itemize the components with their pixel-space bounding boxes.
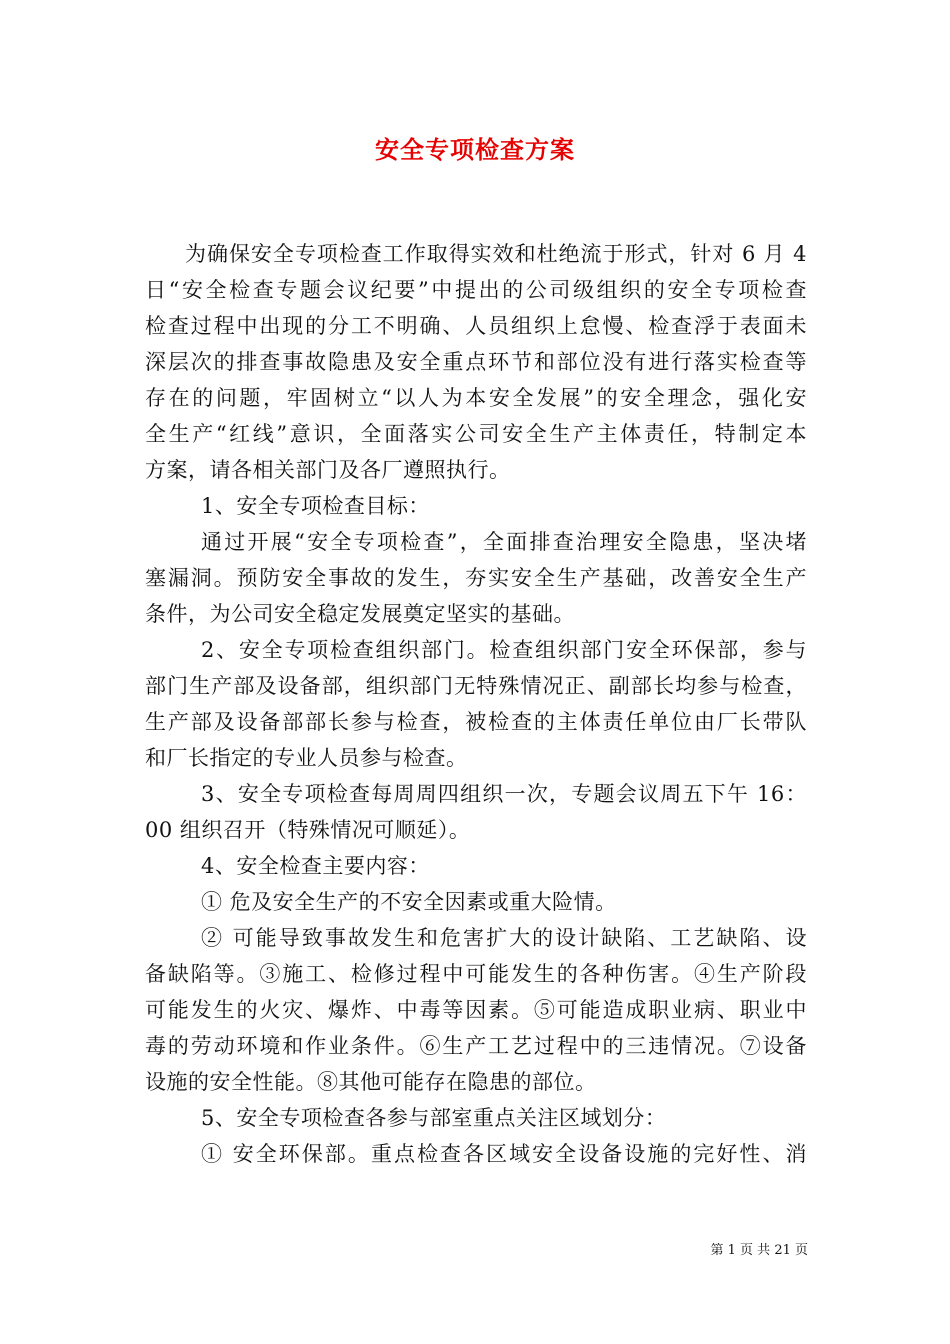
- body-line: 存在的问题，牢固树立“以人为本安全发展”的安全理念，强化安: [145, 386, 807, 410]
- body-line: 毒的劳动环境和作业条件。⑥生产工艺过程中的三违情况。⑦设备: [145, 1034, 807, 1058]
- body-line: 检查过程中出现的分工不明确、人员组织上怠慢、检查浮于表面未: [145, 314, 807, 338]
- document-title: 安全专项检查方案: [375, 135, 575, 164]
- body-line: 深层次的排查事故隐患及安全重点环节和部位没有进行落实检查等: [145, 350, 807, 374]
- body-line: 部门生产部及设备部，组织部门无特殊情况正、副部长均参与检查，: [145, 674, 807, 698]
- body-line: 日“安全检查专题会议纪要”中提出的公司级组织的安全专项检查: [145, 278, 807, 302]
- body-line: 00 组织召开（特殊情况可顺延）。: [145, 818, 471, 842]
- list-item: ① 安全环保部。重点检查各区域安全设备设施的完好性、消: [201, 1142, 807, 1166]
- body-line: 备缺陷等。③施工、检修过程中可能发生的各种伤害。④生产阶段: [145, 962, 807, 986]
- body-line: 全生产“红线”意识，全面落实公司安全生产主体责任，特制定本: [145, 422, 807, 446]
- body-line: 通过开展“安全专项检查”，全面排查治理安全隐患，坚决堵: [201, 530, 807, 554]
- section-heading: 4、安全检查主要内容：: [201, 854, 430, 878]
- body-line: 生产部及设备部部长参与检查，被检查的主体责任单位由厂长带队: [145, 710, 807, 734]
- section-heading: 3、安全专项检查每周周四组织一次，专题会议周五下午 16：: [201, 782, 807, 806]
- body-line: 条件，为公司安全稳定发展奠定坚实的基础。: [145, 602, 575, 626]
- section-heading: 1、安全专项检查目标：: [201, 494, 430, 518]
- body-line: 方案，请各相关部门及各厂遵照执行。: [145, 458, 511, 482]
- body-line: 和厂长指定的专业人员参与检查。: [145, 746, 468, 770]
- page-number: 第 1 页 共 21 页: [710, 1243, 808, 1258]
- list-item: ① 危及安全生产的不安全因素或重大险情。: [201, 890, 617, 914]
- body-line: 为确保安全专项检查工作取得实效和杜绝流于形式，针对 6 月 4: [185, 242, 807, 266]
- body-line: 设施的安全性能。⑧其他可能存在隐患的部位。: [145, 1070, 597, 1094]
- section-heading: 2、安全专项检查组织部门。检查组织部门安全环保部，参与: [201, 638, 807, 662]
- document-body: [145, 236, 807, 1172]
- body-line: 塞漏洞。预防安全事故的发生，夯实安全生产基础，改善安全生产: [145, 566, 807, 590]
- list-item: ② 可能导致事故发生和危害扩大的设计缺陷、工艺缺陷、设: [201, 926, 807, 950]
- section-heading: 5、安全专项检查各参与部室重点关注区域划分：: [201, 1106, 667, 1130]
- body-line: 可能发生的火灾、爆炸、中毒等因素。⑤可能造成职业病、职业中: [145, 998, 807, 1022]
